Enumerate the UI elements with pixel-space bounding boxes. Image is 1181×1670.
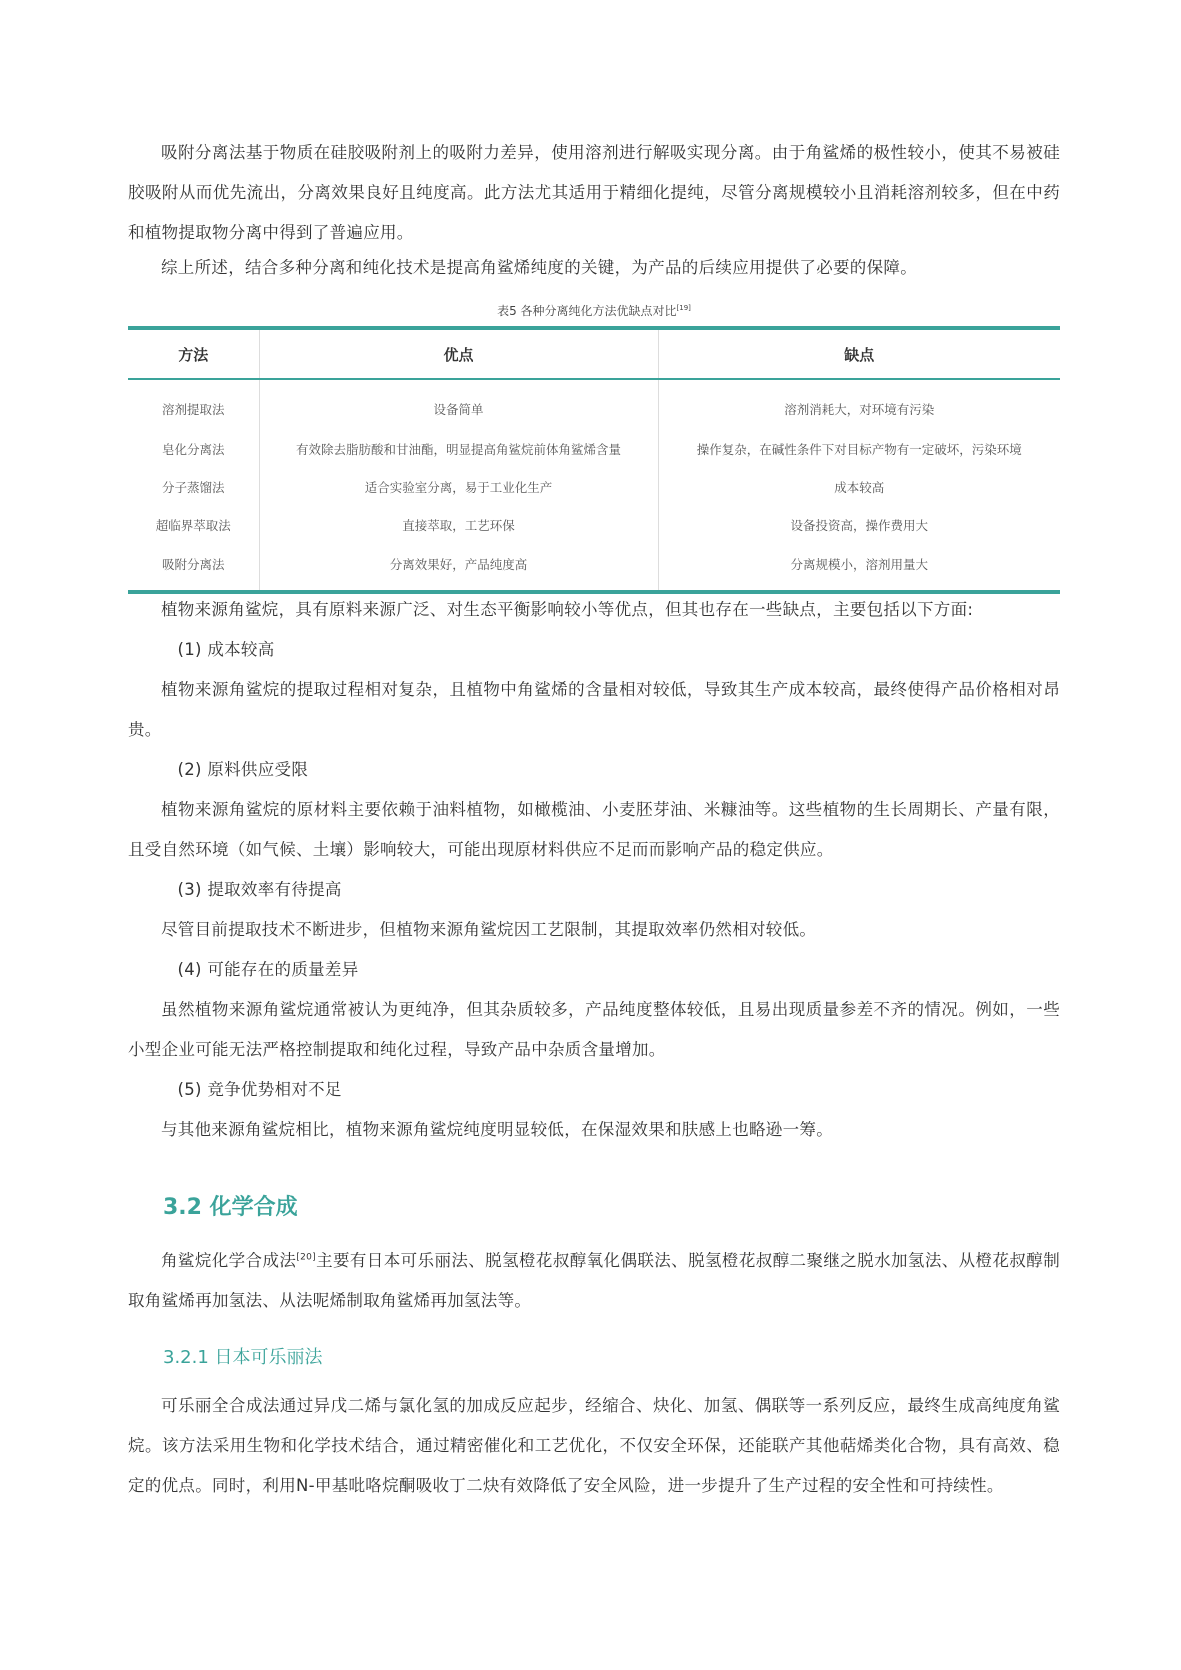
comparison-table [128,326,1060,594]
table-header-row [128,328,1060,379]
header-method: 方法 [128,328,259,379]
table-row [128,506,1060,544]
table-cell: 超临界萃取法 [155,518,231,533]
table-cell: 溶剂消耗大，对环境有污染 [658,379,1060,430]
table-caption-text: 表5 各种分离纯化方法优缺点对比 [497,304,677,318]
table-row [128,468,1060,506]
table-cell: 操作复杂，在碱性条件下对目标产物有一定破坏，污染环境 [658,430,1060,468]
subsection-heading: 3.2.1 日本可乐丽法 [163,1347,323,1368]
table-cell: 分离效果好，产品纯度高 [259,544,658,592]
table-cell: 设备简单 [259,379,658,430]
point-body-2: 植物来源角鲨烷的原材料主要依赖于油料植物，如橄榄油、小麦胚芽油、米糠油等。这些植物的生长周期长、产量有限，且受自然环境（如气候、土壤）影响较大，可能出现原材料供应不足而而影响产品的稳定供应。 [128,800,1060,859]
table-cell: 适合实验室分离，易于工业化生产 [259,468,658,506]
point-heading-1: (1) 成本较高 [177,640,275,659]
table-cell: 设备投资高，操作费用大 [658,506,1060,544]
header-disadvantages: 缺点 [658,328,1060,379]
summary-paragraph: 综上所述，结合多种分离和纯化技术是提高角鲨烯纯度的关键，为产品的后续应用提供了必要的保障。 [161,258,917,277]
chem-text-start: 角鲨烷化学合成法 [161,1251,297,1270]
table-cell: 成本较高 [658,468,1060,506]
section-heading: 3.2 化学合成 [163,1195,298,1220]
table-cell: 直接萃取，工艺环保 [259,506,658,544]
table-row [128,544,1060,592]
kuraray-paragraph: 可乐丽全合成法通过异戊二烯与氯化氢的加成反应起步，经缩合、炔化、加氢、偶联等一系列反应，最终生成高纯度角鲨烷。该方法采用生物和化学技术结合，通过精密催化和工艺优化，不仅安全环保，还能联产其他萜烯类化合物，具有高效、稳定的优点。同时，利用N-甲基吡咯烷酮吸收丁二炔有效降低了安全风险，进一步提升了生产过程的安全性和可持续性。 [128,1396,1060,1495]
point-body-5: 与其他来源角鲨烷相比，植物来源角鲨烷纯度明显较低，在保湿效果和肤感上也略逊一筹。 [161,1120,833,1139]
adsorption-paragraph: 吸附分离法基于物质在硅胶吸附剂上的吸附力差异，使用溶剂进行解吸实现分离。由于角鲨烯的极性较小，使其不易被硅胶吸附从而优先流出，分离效果良好且纯度高。此方法尤其适用于精细化提纯，尽管分离规模较小且消耗溶剂较多，但在中药和植物提取物分离中得到了普遍应用。 [128,143,1060,242]
table-caption-ref: [19] [676,304,691,312]
table-cell: 吸附分离法 [161,557,225,572]
citation-ref: [20] [296,1252,316,1263]
table-cell: 分子蒸馏法 [161,480,225,495]
plant-intro-paragraph: 植物来源角鲨烷，具有原料来源广泛、对生态平衡影响较小等优点，但其也存在一些缺点，主要包括以下方面: [161,600,974,619]
table-cell: 分离规模小，溶剂用量大 [658,544,1060,592]
table-caption [128,302,1060,319]
point-body-1: 植物来源角鲨烷的提取过程相对复杂，且植物中角鲨烯的含量相对较低，导致其生产成本较高，最终使得产品价格相对昂贵。 [128,680,1060,739]
table-row [128,379,1060,430]
point-heading-3: (3) 提取效率有待提高 [177,880,342,899]
point-heading-2: (2) 原料供应受限 [177,760,309,779]
table-cell: 溶剂提取法 [161,402,225,417]
table-row [128,430,1060,468]
chem-synthesis-paragraph [128,1241,1060,1321]
header-advantages: 优点 [259,328,658,379]
table-cell: 有效除去脂肪酸和甘油酯，明显提高角鲨烷前体角鲨烯含量 [259,430,658,468]
point-heading-4: (4) 可能存在的质量差异 [177,960,359,979]
point-body-4: 虽然植物来源角鲨烷通常被认为更纯净，但其杂质较多，产品纯度整体较低，且易出现质量参差不齐的情况。例如，一些小型企业可能无法严格控制提取和纯化过程，导致产品中杂质含量增加。 [128,1000,1060,1059]
point-heading-5: (5) 竞争优势相对不足 [177,1080,342,1099]
table-cell: 皂化分离法 [161,442,225,457]
chem-text-rest: 主要有日本可乐丽法、脱氢橙花叔醇氧化偶联法、脱氢橙花叔醇二聚继之脱水加氢法、从橙花叔醇制取角鲨烯再加氢法、从法呢烯制取角鲨烯再加氢法等。 [128,1251,1060,1310]
point-body-3: 尽管目前提取技术不断进步，但植物来源角鲨烷因工艺限制，其提取效率仍然相对较低。 [161,920,817,939]
